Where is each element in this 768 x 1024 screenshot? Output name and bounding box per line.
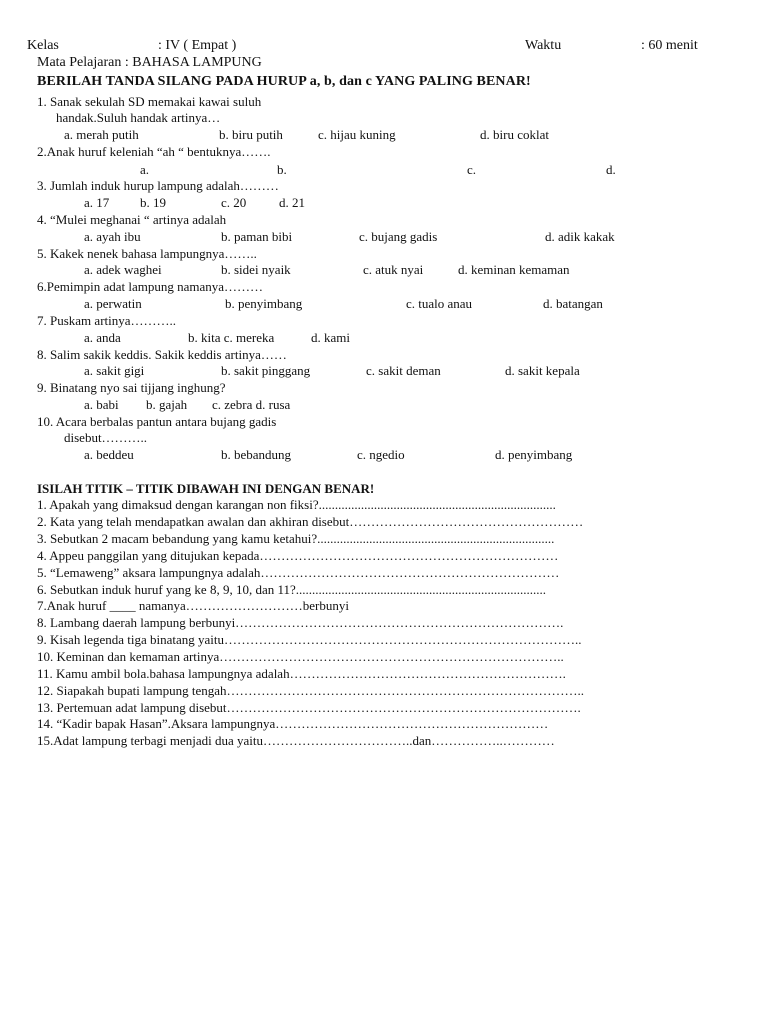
question-5: 5. Kakek nenek bahasa lampungnya…….. (37, 246, 257, 261)
section2-title: ISILAH TITIK – TITIK DIBAWAH INI DENGAN BENAR! (37, 481, 375, 496)
q2-option-c[interactable]: c. (467, 162, 477, 177)
q6-option-b[interactable]: b. penyimbang (225, 296, 303, 311)
q8-option-b[interactable]: b. sakit pinggang (221, 363, 311, 378)
question-9: 9. Binatang nyo sai tijjang inghung? (37, 380, 226, 395)
fill-item-8[interactable]: 8. Lambang daerah lampung berbunyi…………………………………………………………………. (37, 615, 564, 630)
q10-option-b[interactable]: b. bebandung (221, 447, 292, 462)
waktu-label: Waktu (525, 38, 562, 53)
question-8: 8. Salim sakik keddis. Sakik keddis artinya…… (37, 347, 287, 362)
q7-option-d[interactable]: d. kami (311, 330, 350, 345)
q3-option-c[interactable]: c. 20 (221, 195, 247, 210)
fill-item-14[interactable]: 14. “Kadir bapak Hasan”.Aksara lampungnya……………………………………………………… (37, 716, 549, 731)
fill-item-1[interactable]: 1. Apakah yang dimaksud dengan karangan non fiksi?......................................................................... (37, 497, 556, 512)
q10-option-a[interactable]: a. beddeu (84, 447, 134, 462)
q5-option-b[interactable]: b. sidei nyaik (221, 262, 291, 277)
q2-option-b[interactable]: b. (277, 162, 287, 177)
kelas-value: : IV ( Empat ) (158, 38, 237, 53)
mata-pelajaran: Mata Pelajaran : BAHASA LAMPUNG (37, 55, 262, 70)
q6-option-a[interactable]: a. perwatin (84, 296, 142, 311)
fill-item-13[interactable]: 13. Pertemuan adat lampung disebut………………………………………………………………………. (37, 700, 581, 715)
q5-option-c[interactable]: c. atuk nyai (363, 262, 424, 277)
fill-item-6[interactable]: 6. Sebutkan induk huruf yang ke 8, 9, 10, dan 11?............................................................................. (37, 582, 546, 597)
q4-option-b[interactable]: b. paman bibi (221, 229, 293, 244)
fill-item-11[interactable]: 11. Kamu ambil bola.bahasa lampungnya adalah………………………………………………………. (37, 666, 566, 681)
q5-option-a[interactable]: a. adek waghei (84, 262, 162, 277)
q9-option-c-d[interactable]: c. zebra d. rusa (212, 397, 291, 412)
q7-option-a[interactable]: a. anda (84, 330, 121, 345)
q3-option-d[interactable]: d. 21 (279, 195, 305, 210)
question-10-line2: disebut……….. (64, 430, 148, 445)
q1-option-a[interactable]: a. merah putih (64, 127, 139, 142)
question-4: 4. “Mulei meghanai “ artinya adalah (37, 212, 227, 227)
q9-option-a[interactable]: a. babi (84, 397, 119, 412)
fill-item-9[interactable]: 9. Kisah legenda tiga binatang yaitu……………………………………………………………………….. (37, 632, 582, 647)
q3-option-a[interactable]: a. 17 (84, 195, 110, 210)
fill-item-10[interactable]: 10. Keminan dan kemaman artinya…………………………………………………………………….. (37, 649, 564, 664)
q4-option-c[interactable]: c. bujang gadis (359, 229, 438, 244)
question-1-line1: 1. Sanak sekulah SD memakai kawai suluh (37, 94, 262, 109)
fill-item-15[interactable]: 15.Adat lampung terbagi menjadi dua yaitu……………………………..dan……………..………… (37, 733, 555, 748)
q7-option-b-c[interactable]: b. kita c. mereka (188, 330, 275, 345)
q1-option-b[interactable]: b. biru putih (219, 127, 283, 142)
fill-item-3[interactable]: 3. Sebutkan 2 macam bebandung yang kamu ketahui?......................................................................... (37, 531, 555, 546)
q2-option-a[interactable]: a. (140, 162, 150, 177)
q5-option-d[interactable]: d. keminan kemaman (458, 262, 570, 277)
question-10-line1: 10. Acara berbalas pantun antara bujang gadis (37, 414, 277, 429)
q8-option-a[interactable]: a. sakit gigi (84, 363, 145, 378)
q3-option-b[interactable]: b. 19 (140, 195, 166, 210)
fill-item-2[interactable]: 2. Kata yang telah mendapatkan awalan dan akhiran disebut……………………………………………… (37, 514, 584, 529)
kelas-label: Kelas (27, 38, 59, 53)
question-2: 2.Anak huruf keleniah “ah “ bentuknya……. (37, 144, 271, 159)
fill-item-12[interactable]: 12. Siapakah bupati lampung tengah……………………………………………………………………….. (37, 683, 585, 698)
q2-option-d[interactable]: d. (606, 162, 616, 177)
section1-title: BERILAH TANDA SILANG PADA HURUP a, b, dan c YANG PALING BENAR! (37, 74, 531, 89)
question-1-line2: handak.Suluh handak artinya… (56, 110, 221, 125)
question-3: 3. Jumlah induk hurup lampung adalah……… (37, 178, 279, 193)
q4-option-a[interactable]: a. ayah ibu (84, 229, 141, 244)
q8-option-c[interactable]: c. sakit deman (366, 363, 441, 378)
q10-option-d[interactable]: d. penyimbang (495, 447, 573, 462)
q10-option-c[interactable]: c. ngedio (357, 447, 405, 462)
q6-option-c[interactable]: c. tualo anau (406, 296, 473, 311)
fill-item-7[interactable]: 7.Anak huruf ____ namanya………………………berbunyi (37, 598, 349, 613)
q1-option-c[interactable]: c. hijau kuning (318, 127, 396, 142)
question-7: 7. Puskam artinya……….. (37, 313, 177, 328)
q8-option-d[interactable]: d. sakit kepala (505, 363, 580, 378)
q6-option-d[interactable]: d. batangan (543, 296, 603, 311)
fill-item-4[interactable]: 4. Appeu panggilan yang ditujukan kepada…………………………………………………………… (37, 548, 559, 563)
q4-option-d[interactable]: d. adik kakak (545, 229, 615, 244)
waktu-value: : 60 menit (641, 38, 698, 53)
q9-option-b[interactable]: b. gajah (146, 397, 188, 412)
question-6: 6.Pemimpin adat lampung namanya……… (37, 279, 264, 294)
q1-option-d[interactable]: d. biru coklat (480, 127, 549, 142)
fill-item-5[interactable]: 5. “Lemaweng” aksara lampungnya adalah…………………………………………………………… (37, 565, 560, 580)
